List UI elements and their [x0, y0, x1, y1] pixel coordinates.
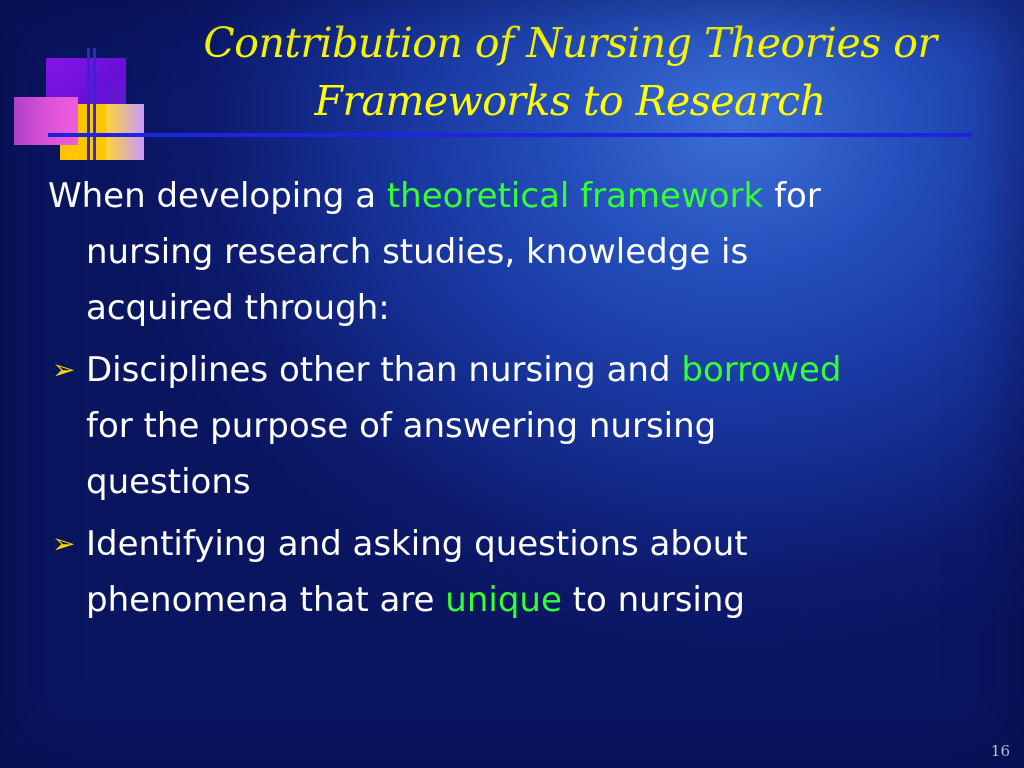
intro-line-2: nursing research studies, knowledge is	[86, 232, 749, 272]
title-underline	[48, 133, 972, 137]
bullet-arrow-icon: ➢	[52, 527, 76, 560]
title-line-2: Frameworks to Research	[314, 77, 826, 125]
bullet-1-line-3: questions	[86, 462, 251, 502]
bullet-item	[0, 516, 1024, 628]
title-line-1: Contribution of Nursing Theories or	[203, 19, 937, 67]
bullet-1-highlight: borrowed	[681, 350, 842, 390]
bullet-1-line-2: for the purpose of answering nursing	[86, 406, 717, 446]
bullet-arrow-icon: ➢	[52, 353, 76, 386]
intro-line-3: acquired through:	[86, 288, 390, 328]
decorative-logo-blocks	[0, 0, 150, 165]
bullet-item	[0, 342, 1024, 510]
bullet-2-line-1: Identifying and asking questions about	[86, 524, 748, 564]
intro-text-2: for	[763, 176, 821, 216]
deco-line-vertical	[87, 48, 90, 160]
bullet-1-text-1: Disciplines other than nursing and	[86, 350, 682, 390]
bullet-2-text-2: to nursing	[561, 580, 745, 620]
slide-title	[150, 14, 990, 130]
deco-square-pink	[14, 97, 78, 145]
page-number: 16	[990, 742, 1010, 760]
intro-text-1: When developing a	[48, 176, 387, 216]
slide-body	[0, 168, 1024, 634]
bullet-2-highlight: unique	[445, 580, 562, 620]
deco-line-vertical-2	[93, 48, 96, 160]
intro-highlight: theoretical framework	[386, 176, 764, 216]
bullet-2-text-1: phenomena that are	[86, 580, 446, 620]
intro-paragraph	[0, 168, 1024, 336]
